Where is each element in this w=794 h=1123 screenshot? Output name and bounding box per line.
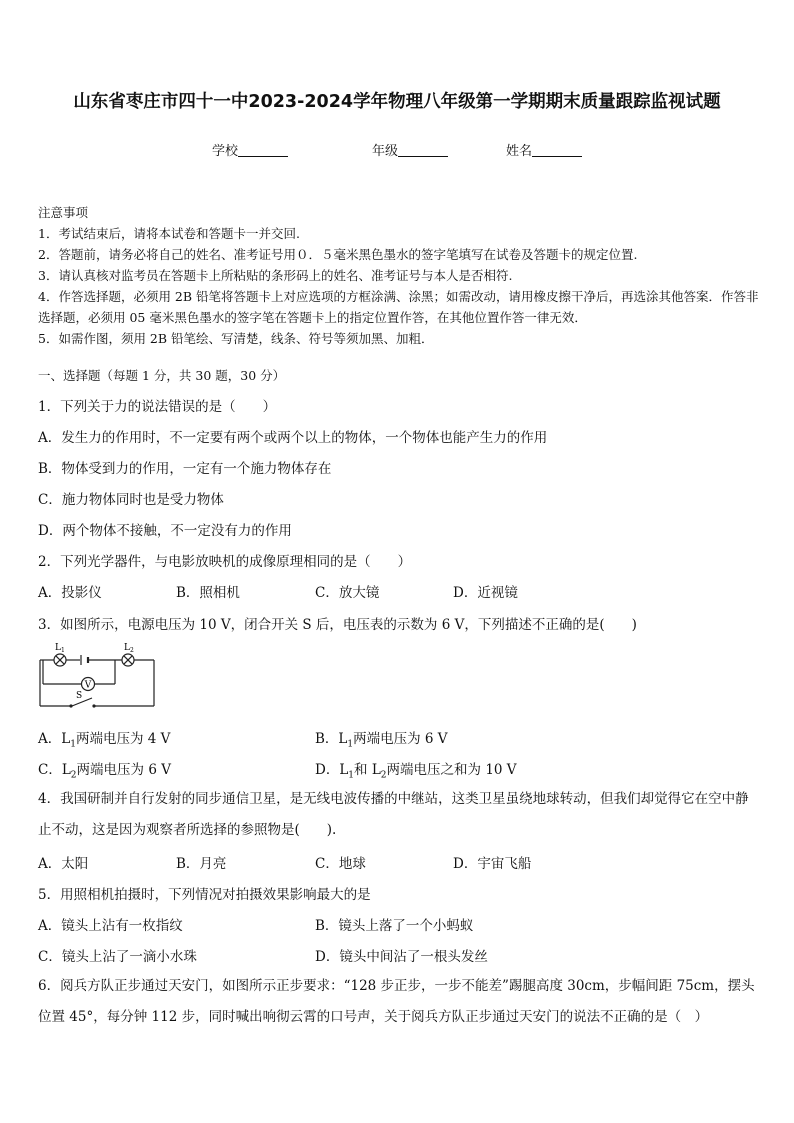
q2-option-d: D．近视镜 (453, 585, 518, 601)
q4-option-d: D．宇宙飞船 (453, 856, 532, 872)
name-label: 姓名 (506, 144, 533, 159)
school-blank (238, 144, 288, 157)
battery-icon (81, 655, 88, 665)
q2-option-c: C．放大镜 (315, 585, 380, 601)
q6-stem: 6．阅兵方队正步通过天安门，如图所示正步要求：“128 步正步，一步不能差”踢腿高度 30cm，步幅间距 75cm，摆头位置 45°，每分钟 112 步，同时喊出响彻云霄的口号声，关于阅兵方队正步通过天安门的说法不正确的是（ ） (38, 978, 755, 1025)
l1-label: $L_1$ (55, 643, 65, 654)
school-field (212, 140, 288, 159)
q5-option-a: A．镜头上沾有一枚指纹 (38, 918, 183, 934)
q1-option-b: B．物体受到力的作用，一定有一个施力物体存在 (38, 461, 332, 477)
name-field (506, 140, 582, 159)
grade-field (372, 140, 448, 159)
l2-label: $L_2$ (124, 643, 134, 654)
switch-label: S (76, 691, 83, 701)
circuit-diagram (36, 640, 160, 712)
q5-option-b: B．镜头上落了一个小蚂蚁 (315, 918, 474, 934)
q3-stem: 3．如图所示，电源电压为 10 V，闭合开关 S 后，电压表的示数为 6 V，下列描述不正确的是( ) (38, 617, 637, 633)
notes-item-4: 4．作答选择题，必须用 2B 铅笔将答题卡上对应选项的方框涂满、涂黑；如需改动，请用橡皮擦干净后，再选涂其他答案．作答非选择题，必须用 05 毫米黑色墨水的签字笔在答题卡上的指定位置作答，在其他位置作答一律无效． (38, 289, 759, 325)
voltmeter-label: V (84, 680, 92, 691)
voltmeter-icon (82, 678, 95, 691)
lamp-l2-icon (122, 654, 134, 666)
exam-title: 山东省枣庄市四十一中2023-2024学年物理八年级第一学期期末质量跟踪监视试题 (73, 92, 721, 112)
q5-option-c: C．镜头上沾了一滴小水珠 (38, 949, 197, 965)
notes-item-2: 2．答题前，请务必将自己的姓名、准考证号用０．５毫米黑色墨水的签字笔填写在试卷及答题卡的规定位置. (38, 247, 638, 262)
notes-item-3: 3．请认真核对监考员在答题卡上所粘贴的条形码上的姓名、准考证号与本人是否相符. (38, 268, 513, 283)
q1-stem: 1．下列关于力的说法错误的是（ ） (38, 399, 277, 415)
q4-option-b: B．月亮 (176, 856, 227, 872)
notes-block (38, 202, 760, 349)
q3-option-c: C．$L_2$两端电压为 6 V (38, 762, 171, 781)
q4-option-a: A．太阳 (38, 856, 89, 872)
q1-option-a: A．发生力的作用时，不一定要有两个或两个以上的物体，一个物体也能产生力的作用 (38, 430, 548, 446)
switch-icon (69, 704, 72, 707)
notes-item-1: 1．考试结束后，请将本试卷和答题卡一并交回. (38, 226, 300, 241)
q3-option-d: D．$L_1$和 $L_2$两端电压之和为 10 V (315, 762, 517, 781)
q5-stem: 5．用照相机拍摄时，下列情况对拍摄效果影响最大的是 (38, 887, 371, 903)
q5-option-d: D．镜头中间沾了一根头发丝 (315, 949, 488, 965)
lamp-l1-icon (54, 654, 66, 666)
q2-option-a: A．投影仪 (38, 585, 102, 601)
q1-option-d: D．两个物体不接触，不一定没有力的作用 (38, 523, 292, 539)
q4-option-c: C．地球 (315, 856, 366, 872)
q4-stem: 4．我国研制并自行发射的同步通信卫星，是无线电波传播的中继站，这类卫星虽绕地球转动，但我们却觉得它在空中静止不动，这是因为观察者所选择的参照物是( ). (38, 791, 749, 838)
school-label: 学校 (212, 144, 239, 159)
q3-option-b: B．$L_1$两端电压为 6 V (315, 731, 448, 750)
grade-blank (398, 144, 448, 157)
notes-heading: 注意事项 (38, 205, 89, 220)
name-blank (532, 144, 582, 157)
notes-item-5: 5．如需作图，须用 2B 铅笔绘、写清楚，线条、符号等须加黑、加粗． (38, 331, 434, 346)
q2-stem: 2．下列光学器件，与电影放映机的成像原理相同的是（ ） (38, 554, 412, 570)
q2-option-b: B．照相机 (176, 585, 240, 601)
q3-option-a: A．$L_1$两端电压为 4 V (38, 731, 171, 750)
section-title: 一、选择题（每题 1 分，共 30 题，30 分） (38, 368, 286, 383)
grade-label: 年级 (372, 144, 399, 159)
q1-option-c: C．施力物体同时也是受力物体 (38, 492, 224, 508)
